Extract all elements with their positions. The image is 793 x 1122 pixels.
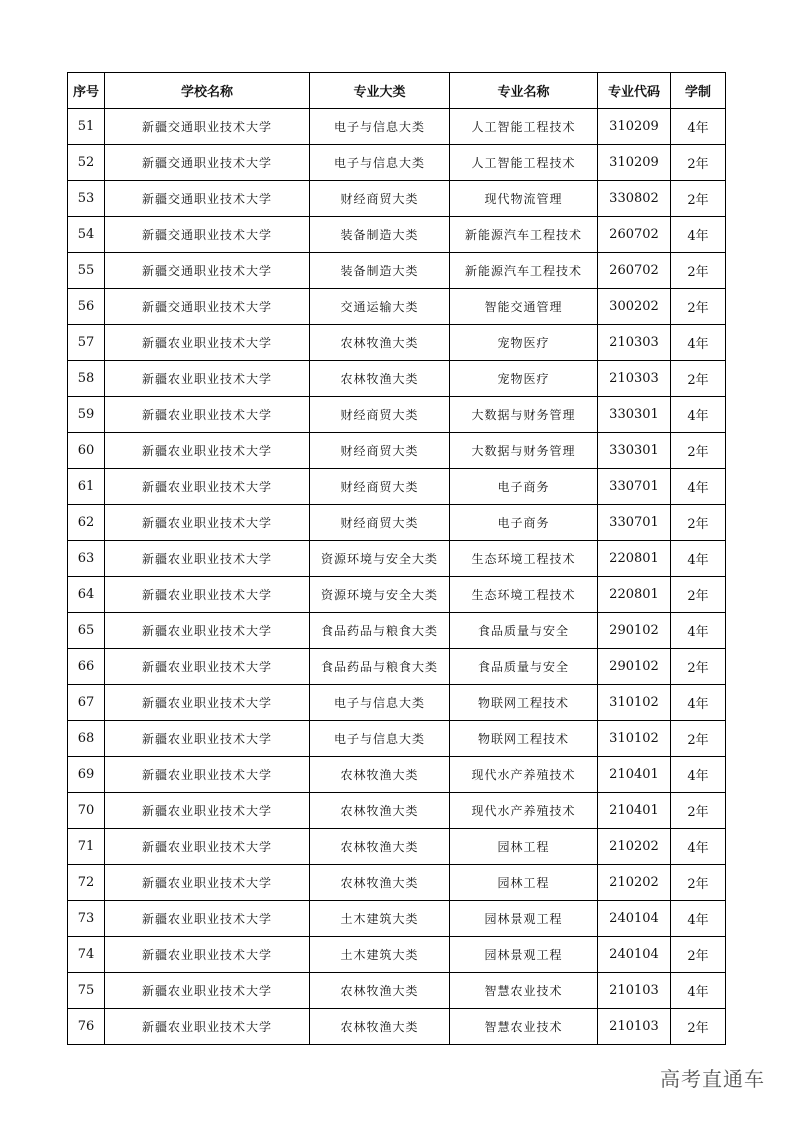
cell-school: 新疆农业职业技术大学 xyxy=(105,901,310,937)
table-row xyxy=(68,217,726,253)
cell-code: 210303 xyxy=(598,361,671,397)
cell-major: 电子商务 xyxy=(450,505,598,541)
cell-school: 新疆农业职业技术大学 xyxy=(105,613,310,649)
cell-index: 73 xyxy=(68,901,105,937)
table-row xyxy=(68,901,726,937)
cell-school: 新疆交通职业技术大学 xyxy=(105,217,310,253)
cell-code: 310209 xyxy=(598,145,671,181)
table-row xyxy=(68,829,726,865)
cell-school: 新疆农业职业技术大学 xyxy=(105,649,310,685)
cell-duration: 2年 xyxy=(671,721,726,757)
column-header-duration: 学制 xyxy=(671,73,726,109)
cell-duration: 4年 xyxy=(671,469,726,505)
cell-duration: 2年 xyxy=(671,181,726,217)
cell-school: 新疆农业职业技术大学 xyxy=(105,577,310,613)
cell-category: 财经商贸大类 xyxy=(310,505,450,541)
cell-index: 59 xyxy=(68,397,105,433)
cell-index: 60 xyxy=(68,433,105,469)
cell-duration: 2年 xyxy=(671,577,726,613)
cell-major: 物联网工程技术 xyxy=(450,685,598,721)
cell-category: 电子与信息大类 xyxy=(310,145,450,181)
cell-school: 新疆农业职业技术大学 xyxy=(105,361,310,397)
cell-major: 宠物医疗 xyxy=(450,361,598,397)
cell-category: 财经商贸大类 xyxy=(310,433,450,469)
cell-duration: 2年 xyxy=(671,361,726,397)
cell-duration: 4年 xyxy=(671,829,726,865)
cell-major: 园林工程 xyxy=(450,829,598,865)
cell-school: 新疆农业职业技术大学 xyxy=(105,937,310,973)
cell-code: 210401 xyxy=(598,793,671,829)
cell-major: 食品质量与安全 xyxy=(450,649,598,685)
cell-duration: 4年 xyxy=(671,325,726,361)
table-row xyxy=(68,541,726,577)
cell-code: 330301 xyxy=(598,397,671,433)
column-header-school: 学校名称 xyxy=(105,73,310,109)
table-row xyxy=(68,757,726,793)
cell-category: 土木建筑大类 xyxy=(310,901,450,937)
cell-code: 330802 xyxy=(598,181,671,217)
cell-major: 新能源汽车工程技术 xyxy=(450,253,598,289)
cell-code: 330701 xyxy=(598,505,671,541)
cell-index: 65 xyxy=(68,613,105,649)
cell-duration: 4年 xyxy=(671,685,726,721)
cell-duration: 4年 xyxy=(671,613,726,649)
cell-category: 农林牧渔大类 xyxy=(310,829,450,865)
column-header-code: 专业代码 xyxy=(598,73,671,109)
cell-category: 食品药品与粮食大类 xyxy=(310,613,450,649)
cell-school: 新疆农业职业技术大学 xyxy=(105,325,310,361)
table-row xyxy=(68,505,726,541)
cell-index: 58 xyxy=(68,361,105,397)
cell-code: 220801 xyxy=(598,541,671,577)
cell-index: 67 xyxy=(68,685,105,721)
cell-index: 72 xyxy=(68,865,105,901)
cell-index: 76 xyxy=(68,1009,105,1045)
cell-major: 智能交通管理 xyxy=(450,289,598,325)
cell-code: 240104 xyxy=(598,901,671,937)
cell-school: 新疆农业职业技术大学 xyxy=(105,1009,310,1045)
table-row xyxy=(68,721,726,757)
cell-category: 财经商贸大类 xyxy=(310,469,450,505)
cell-code: 330301 xyxy=(598,433,671,469)
cell-school: 新疆农业职业技术大学 xyxy=(105,469,310,505)
cell-major: 智慧农业技术 xyxy=(450,1009,598,1045)
cell-major: 现代水产养殖技术 xyxy=(450,793,598,829)
cell-category: 电子与信息大类 xyxy=(310,721,450,757)
cell-school: 新疆农业职业技术大学 xyxy=(105,973,310,1009)
cell-code: 210202 xyxy=(598,829,671,865)
watermark-logo-text: 高考直通车 xyxy=(660,1067,765,1091)
cell-duration: 2年 xyxy=(671,865,726,901)
cell-code: 240104 xyxy=(598,937,671,973)
cell-school: 新疆农业职业技术大学 xyxy=(105,397,310,433)
cell-category: 电子与信息大类 xyxy=(310,109,450,145)
cell-major: 智慧农业技术 xyxy=(450,973,598,1009)
cell-code: 300202 xyxy=(598,289,671,325)
cell-index: 54 xyxy=(68,217,105,253)
cell-code: 310102 xyxy=(598,721,671,757)
cell-duration: 2年 xyxy=(671,289,726,325)
table-row xyxy=(68,145,726,181)
table-row xyxy=(68,937,726,973)
cell-school: 新疆交通职业技术大学 xyxy=(105,181,310,217)
cell-duration: 2年 xyxy=(671,649,726,685)
cell-major: 生态环境工程技术 xyxy=(450,541,598,577)
cell-index: 56 xyxy=(68,289,105,325)
table-row xyxy=(68,649,726,685)
cell-duration: 2年 xyxy=(671,1009,726,1045)
cell-code: 290102 xyxy=(598,649,671,685)
cell-school: 新疆交通职业技术大学 xyxy=(105,253,310,289)
cell-major: 新能源汽车工程技术 xyxy=(450,217,598,253)
cell-category: 财经商贸大类 xyxy=(310,397,450,433)
cell-index: 61 xyxy=(68,469,105,505)
cell-major: 现代水产养殖技术 xyxy=(450,757,598,793)
cell-category: 装备制造大类 xyxy=(310,217,450,253)
table-row xyxy=(68,325,726,361)
cell-category: 土木建筑大类 xyxy=(310,937,450,973)
cell-major: 食品质量与安全 xyxy=(450,613,598,649)
cell-index: 53 xyxy=(68,181,105,217)
column-header-category: 专业大类 xyxy=(310,73,450,109)
cell-school: 新疆农业职业技术大学 xyxy=(105,757,310,793)
cell-duration: 4年 xyxy=(671,109,726,145)
cell-code: 260702 xyxy=(598,253,671,289)
cell-school: 新疆农业职业技术大学 xyxy=(105,685,310,721)
table-row xyxy=(68,865,726,901)
cell-school: 新疆交通职业技术大学 xyxy=(105,109,310,145)
table-row xyxy=(68,181,726,217)
cell-duration: 4年 xyxy=(671,757,726,793)
program-table xyxy=(67,72,726,1045)
cell-code: 210401 xyxy=(598,757,671,793)
table-row xyxy=(68,109,726,145)
cell-code: 210202 xyxy=(598,865,671,901)
cell-category: 食品药品与粮食大类 xyxy=(310,649,450,685)
cell-index: 57 xyxy=(68,325,105,361)
cell-code: 260702 xyxy=(598,217,671,253)
cell-duration: 4年 xyxy=(671,217,726,253)
cell-code: 330701 xyxy=(598,469,671,505)
cell-index: 51 xyxy=(68,109,105,145)
cell-major: 物联网工程技术 xyxy=(450,721,598,757)
cell-index: 66 xyxy=(68,649,105,685)
table-row xyxy=(68,361,726,397)
cell-category: 财经商贸大类 xyxy=(310,181,450,217)
cell-code: 210103 xyxy=(598,1009,671,1045)
cell-duration: 4年 xyxy=(671,541,726,577)
cell-index: 63 xyxy=(68,541,105,577)
cell-code: 290102 xyxy=(598,613,671,649)
table-row xyxy=(68,433,726,469)
cell-category: 农林牧渔大类 xyxy=(310,793,450,829)
table-header-row xyxy=(68,73,726,109)
cell-category: 农林牧渔大类 xyxy=(310,361,450,397)
table-body xyxy=(68,109,726,1045)
cell-major: 人工智能工程技术 xyxy=(450,145,598,181)
cell-duration: 4年 xyxy=(671,973,726,1009)
cell-index: 70 xyxy=(68,793,105,829)
cell-major: 园林工程 xyxy=(450,865,598,901)
cell-category: 农林牧渔大类 xyxy=(310,325,450,361)
cell-index: 75 xyxy=(68,973,105,1009)
cell-major: 园林景观工程 xyxy=(450,901,598,937)
cell-code: 310102 xyxy=(598,685,671,721)
cell-duration: 2年 xyxy=(671,433,726,469)
cell-category: 农林牧渔大类 xyxy=(310,865,450,901)
cell-index: 68 xyxy=(68,721,105,757)
cell-school: 新疆交通职业技术大学 xyxy=(105,145,310,181)
cell-category: 资源环境与安全大类 xyxy=(310,541,450,577)
cell-index: 52 xyxy=(68,145,105,181)
cell-major: 园林景观工程 xyxy=(450,937,598,973)
table-row xyxy=(68,613,726,649)
cell-school: 新疆农业职业技术大学 xyxy=(105,505,310,541)
cell-category: 电子与信息大类 xyxy=(310,685,450,721)
table-row xyxy=(68,289,726,325)
cell-category: 资源环境与安全大类 xyxy=(310,577,450,613)
table-row xyxy=(68,793,726,829)
table-row xyxy=(68,685,726,721)
cell-major: 宠物医疗 xyxy=(450,325,598,361)
cell-index: 74 xyxy=(68,937,105,973)
cell-duration: 2年 xyxy=(671,793,726,829)
cell-category: 农林牧渔大类 xyxy=(310,757,450,793)
cell-index: 71 xyxy=(68,829,105,865)
cell-school: 新疆农业职业技术大学 xyxy=(105,865,310,901)
cell-major: 生态环境工程技术 xyxy=(450,577,598,613)
cell-index: 62 xyxy=(68,505,105,541)
cell-major: 现代物流管理 xyxy=(450,181,598,217)
cell-school: 新疆农业职业技术大学 xyxy=(105,793,310,829)
cell-index: 64 xyxy=(68,577,105,613)
cell-code: 220801 xyxy=(598,577,671,613)
cell-index: 69 xyxy=(68,757,105,793)
cell-category: 交通运输大类 xyxy=(310,289,450,325)
table-row xyxy=(68,469,726,505)
cell-code: 210103 xyxy=(598,973,671,1009)
cell-category: 装备制造大类 xyxy=(310,253,450,289)
cell-major: 大数据与财务管理 xyxy=(450,397,598,433)
cell-duration: 2年 xyxy=(671,937,726,973)
cell-duration: 4年 xyxy=(671,901,726,937)
cell-code: 310209 xyxy=(598,109,671,145)
cell-duration: 2年 xyxy=(671,505,726,541)
table-row xyxy=(68,1009,726,1045)
cell-school: 新疆农业职业技术大学 xyxy=(105,433,310,469)
cell-duration: 2年 xyxy=(671,253,726,289)
cell-duration: 2年 xyxy=(671,145,726,181)
column-header-index: 序号 xyxy=(68,73,105,109)
cell-code: 210303 xyxy=(598,325,671,361)
cell-school: 新疆农业职业技术大学 xyxy=(105,721,310,757)
table-row xyxy=(68,253,726,289)
cell-category: 农林牧渔大类 xyxy=(310,1009,450,1045)
cell-major: 电子商务 xyxy=(450,469,598,505)
cell-school: 新疆交通职业技术大学 xyxy=(105,289,310,325)
cell-school: 新疆农业职业技术大学 xyxy=(105,829,310,865)
table-row xyxy=(68,577,726,613)
cell-index: 55 xyxy=(68,253,105,289)
table-row xyxy=(68,397,726,433)
cell-school: 新疆农业职业技术大学 xyxy=(105,541,310,577)
cell-category: 农林牧渔大类 xyxy=(310,973,450,1009)
cell-major: 人工智能工程技术 xyxy=(450,109,598,145)
table-row xyxy=(68,973,726,1009)
cell-duration: 4年 xyxy=(671,397,726,433)
cell-major: 大数据与财务管理 xyxy=(450,433,598,469)
column-header-major: 专业名称 xyxy=(450,73,598,109)
